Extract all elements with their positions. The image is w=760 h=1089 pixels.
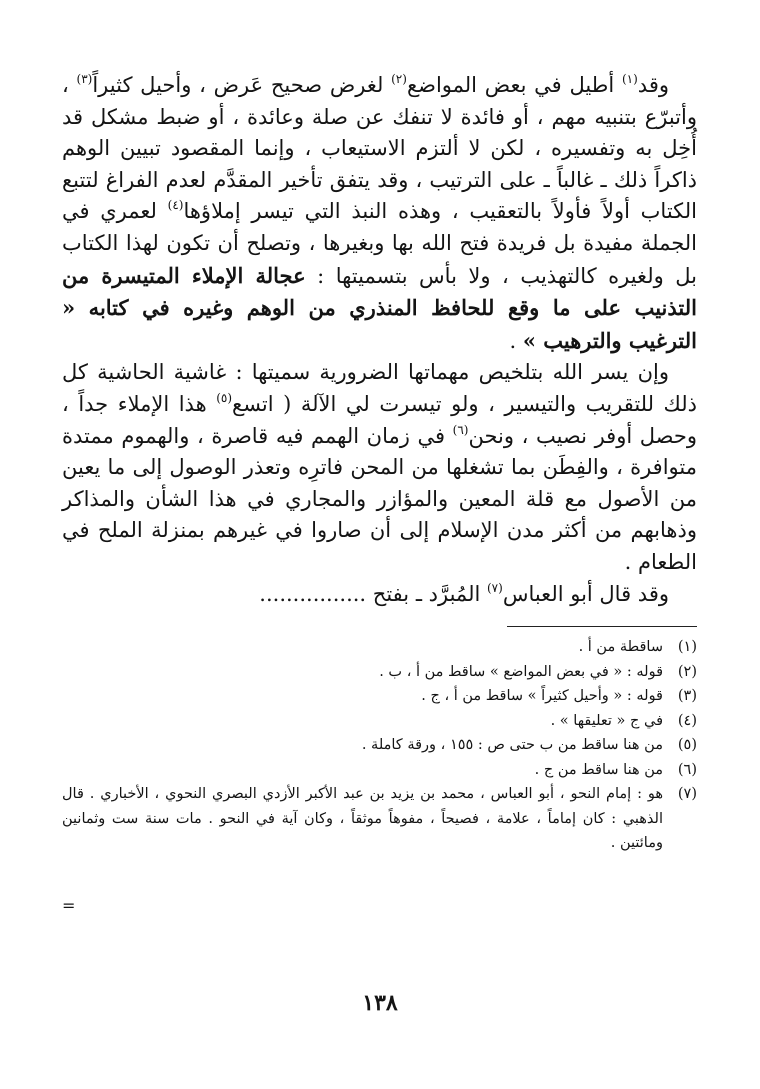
text-run: أطيل في بعض المواضع [406,73,622,97]
text-run: لعمري في الجملة مفيدة بل فريدة فتح الله بها وبغيرها ، وتصلح أن تكون لهذا الكتاب بل ولغيره كالتهذيب ، ولا بأس بتسميتها : [62,199,697,288]
paragraph [62,70,697,357]
paragraph [62,579,697,611]
footnote-ref: (٤) [167,198,184,213]
footnote-ref: (٢) [391,72,407,86]
footnotes [62,635,697,856]
footnote-text: ساقطة من أ . [578,639,663,656]
footnote [62,660,697,685]
text-run: لغرض صحيح عَرض ، وأحيل كثيراً [92,73,392,97]
footnote-number: (٥) [677,737,697,754]
footnote-number: (١) [677,639,697,656]
text-run: . [509,328,523,353]
text-run: المُبرَّد ـ بفتح [366,581,487,606]
footnote [62,709,697,734]
text-run: في زمان الهمم فيه قاصرة ، والهموم ممتدة متوافرة ، والفِطَن بما تشغلها من المحن فاترِه وتعذر الوصول إلى ما يعين من الأصول مع قلة المعين والمؤازر والمجاري في هذا الشأن والمذاكر وذهابهم من أكثر مدن الإسلام إلى أن صاروا في غيرهم بمنزلة الملح في الطعام . [62,423,697,574]
footnote-text: من هنا ساقط من ب حتى ص : ١٥٥ ، ورقة كاملة . [361,737,663,754]
paragraph [62,357,697,578]
footnote-text: من هنا ساقط من ج . [534,761,663,778]
footnote-ref: (١) [621,72,638,86]
main-text [62,70,697,610]
footnote [62,635,697,660]
text-run: ، وأتبرّع بتنبيه مهم ، أو فائدة لا تنفك عن صلة وعائدة ، أو ضبط مشكل قد أُخِل به وتفسيره ، لكن لا ألتزم الاستيعاب ، وإنما المقصود تبيين الوهم ذاكراً ذلك ـ غالباً ـ على الترتيب ، وقد يتفق تأخير المقدَّم لعدم الفراغ لتتبع الكتاب أولاً فأولاً بالتعقيب ، وهذه النبذ التي تيسر إملاؤها [62,73,697,224]
text-run: وإن يسر الله بتلخيص مهماتها الضرورية سميتها : غاشية الحاشية كل ذلك للتقريب والتيسير ، ولو تيسرت لي الآلة ( اتسع [62,360,697,416]
footnote-number: (٤) [677,712,697,729]
footnote [62,733,697,758]
page-content [62,70,697,856]
footnote-ref: (٧) [486,580,503,595]
footnote-text: في ج « تعليقها » . [550,712,663,729]
text-run: وقد [637,73,669,97]
book-title: عجالة الإملاء المتيسرة من التذنيب على ما وقع للحافظ المنذري من الوهم وغيره في كتابه « الترغيب والترهيب » [62,262,697,353]
text-run: هذا الإملاء جداً ، وحصل أوفر نصيب ، ونحن [62,391,697,448]
footnote [62,758,697,783]
footnote [62,684,697,709]
footnote-number: (٦) [677,761,697,778]
footnote-ref: (٥) [216,390,233,405]
footnote [62,782,697,856]
footnote-number: (٧) [677,786,697,803]
page-number: ١٣٨ [362,990,398,1016]
footnote-ref: (٣) [76,72,93,86]
text-run: وقد قال أبو العباس [502,581,669,606]
footnote-text: قوله : « في بعض المواضع » ساقط من أ ، ب . [379,663,663,680]
footnote-text: قوله : « وأحيل كثيراً » ساقط من أ ، ج . [421,688,663,705]
continuation-mark: = [62,896,76,915]
footnote-text: هو : إمام النحو ، أبو العباس ، محمد بن يزيد بن عبد الأكبر الأزدي البصري النحوي ، الأخباري . قال الذهبي : كان إماماً ، علامة ، فصيحاً ، مفوهاً موثقاً ، وكان آية في النحو . مات سنة ست وثمانين ومائتين . [62,786,663,852]
footnote-separator [507,626,697,627]
footnote-number: (٢) [677,663,697,680]
footnote-number: (٣) [677,688,697,705]
ellipsis-dots: ................ [259,581,367,606]
footnote-ref: (٦) [452,422,469,437]
